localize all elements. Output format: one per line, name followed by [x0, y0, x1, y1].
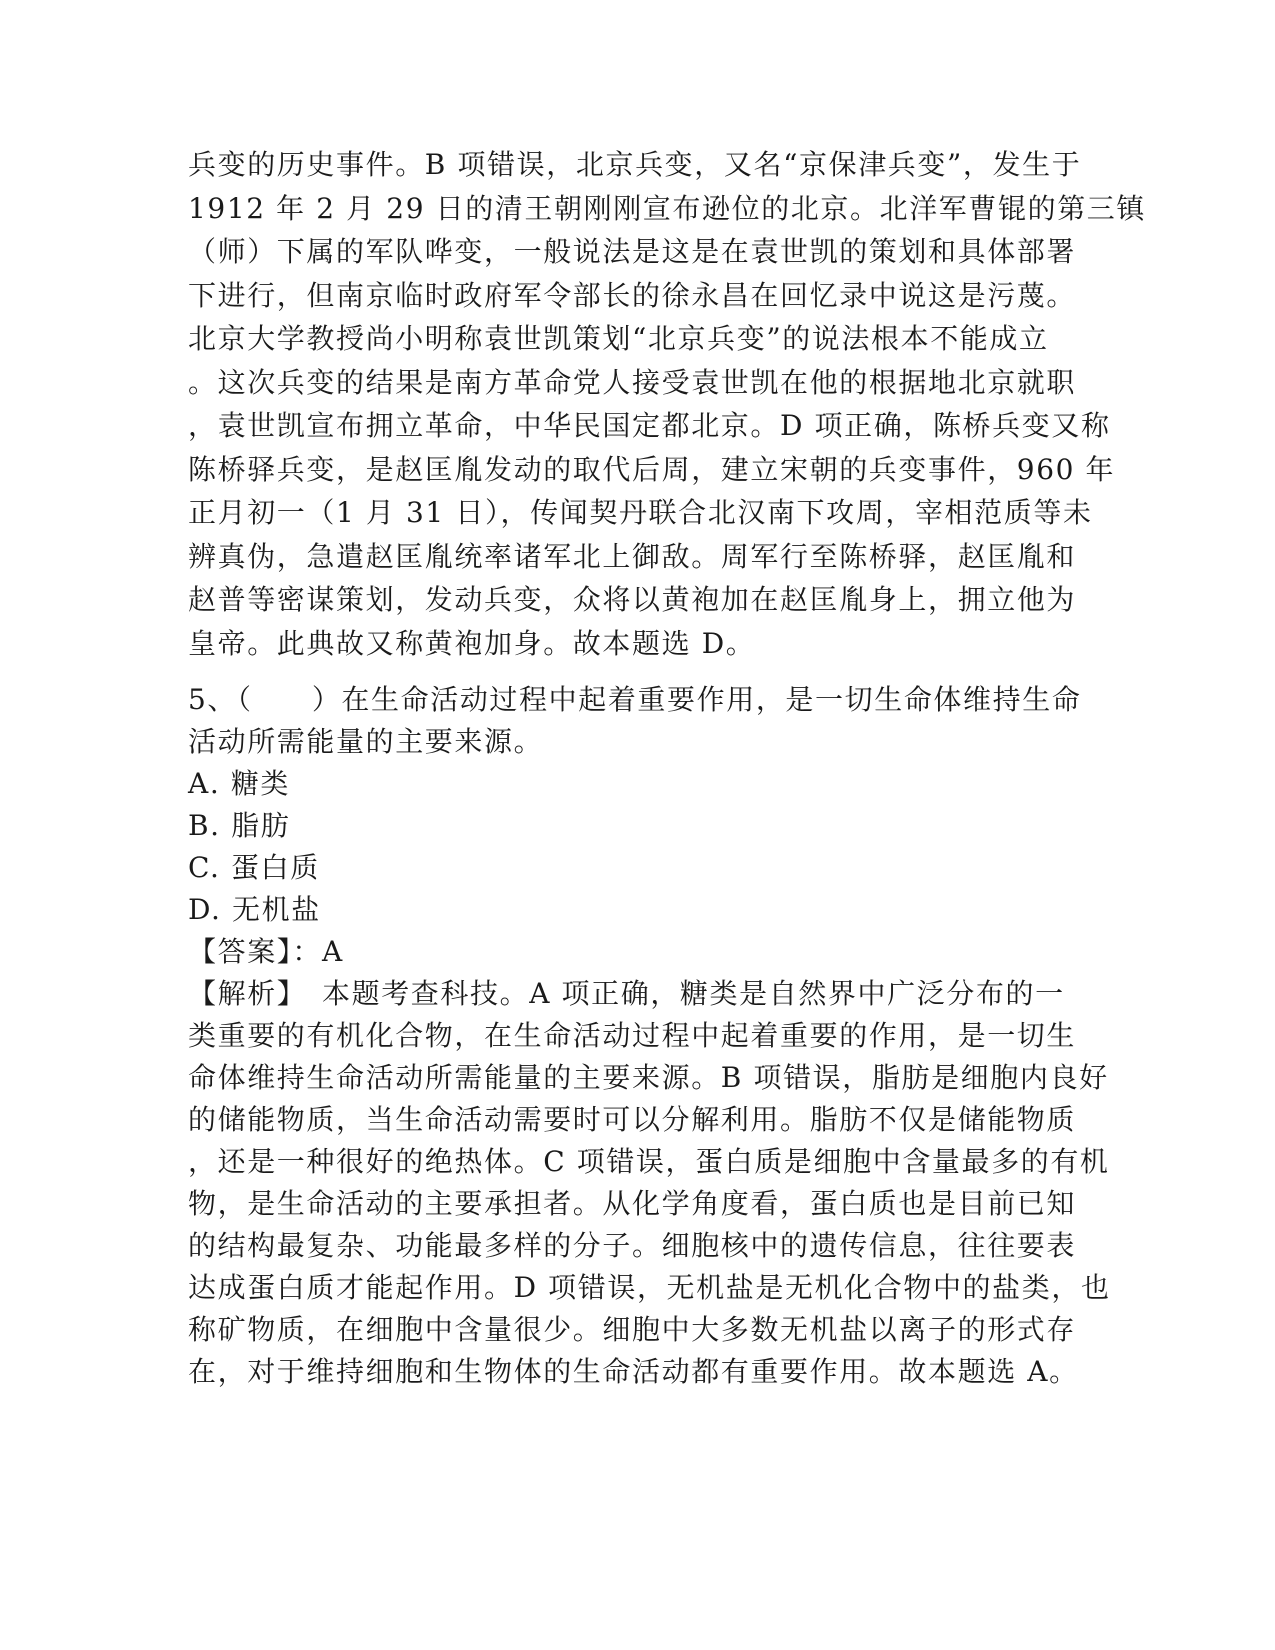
text-line: 1912 年 2 月 29 日的清王朝刚刚宣布逊位的北京。北洋军曹锟的第三镇 — [188, 191, 1147, 225]
analysis-line: 类重要的有机化合物，在生命活动过程中起着重要的作用，是一切生 — [188, 1019, 1077, 1052]
analysis-line: 的储能物质，当生命活动需要时可以分解利用。脂肪不仅是储能物质 — [188, 1103, 1077, 1136]
paragraph-gap — [188, 665, 1088, 679]
analysis-line: 物，是生命活动的主要承担者。从化学角度看，蛋白质也是目前已知 — [188, 1187, 1077, 1220]
option-c: C. 蛋白质 — [188, 851, 320, 884]
text-line: 陈桥驿兵变，是赵匡胤发动的取代后周，建立宋朝的兵变事件，960 年 — [188, 452, 1116, 486]
text-line: 正月初一（1 月 31 日），传闻契丹联合北汉南下攻周，宰相范质等未 — [188, 496, 1093, 529]
analysis — [188, 973, 1111, 1393]
answer-line: 【答案】：A — [188, 935, 344, 968]
text-line: 北京大学教授尚小明称袁世凯策划“北京兵变”的说法根本不能成立 — [188, 322, 1049, 355]
text-line: 辨真伪，急遣赵匡胤统率诸军北上御敌。周军行至陈桥驿，赵匡胤和 — [188, 539, 1077, 573]
analysis-line: 的结构最复杂、功能最多样的分子。细胞核中的遗传信息，往往要表 — [188, 1229, 1077, 1262]
analysis-line: 称矿物质，在细胞中含量很少。细胞中大多数无机盐以离子的形式存 — [188, 1313, 1077, 1346]
analysis-line: 达成蛋白质才能起作用。D 项错误，无机盐是无机化合物中的盐类，也 — [188, 1271, 1111, 1304]
document-page — [188, 143, 1147, 1393]
question-5 — [188, 679, 1111, 1393]
text-line: ，袁世凯宣布拥立革命，中华民国定都北京。D 项正确，陈桥兵变又称 — [188, 409, 1111, 442]
option-d: D. 无机盐 — [188, 893, 321, 926]
analysis-line: 【解析】 本题考查科技。A 项正确，糖类是自然界中广泛分布的一 — [188, 977, 1065, 1010]
text-line: 皇帝。此典故又称黄袍加身。故本题选 D。 — [188, 626, 756, 660]
text-line: 兵变的历史事件。B 项错误，北京兵变，又名“京保津兵变”，发生于 — [188, 148, 1082, 181]
option-b: B. 脂肪 — [188, 809, 291, 842]
text-line: （师）下属的军队哗变，一般说法是这是在袁世凯的策划和具体部署 — [188, 235, 1077, 268]
analysis-line: 在，对于维持细胞和生物体的生命活动都有重要作用。故本题选 A。 — [188, 1355, 1079, 1388]
text-line: 。这次兵变的结果是南方革命党人接受袁世凯在他的根据地北京就职 — [188, 365, 1077, 399]
analysis-line: ，还是一种很好的绝热体。C 项错误，蛋白质是细胞中含量最多的有机 — [188, 1145, 1110, 1178]
question-stem-line: 5、（ ）在生命活动过程中起着重要作用，是一切生命体维持生命 — [188, 683, 1082, 716]
analysis-line: 命体维持生命活动所需能量的主要来源。B 项错误，脂肪是细胞内良好 — [188, 1061, 1109, 1094]
text-line: 赵普等密谋策划，发动兵变，众将以黄袍加在赵匡胤身上，拥立他为 — [188, 583, 1077, 616]
text-line: 下进行，但南京临时政府军令部长的徐永昌在回忆录中说这是污蔑。 — [188, 278, 1077, 312]
previous-analysis-continuation — [188, 143, 1147, 665]
option-a: A. 糖类 — [188, 767, 291, 800]
question-stem-line: 活动所需能量的主要来源。 — [188, 725, 544, 758]
